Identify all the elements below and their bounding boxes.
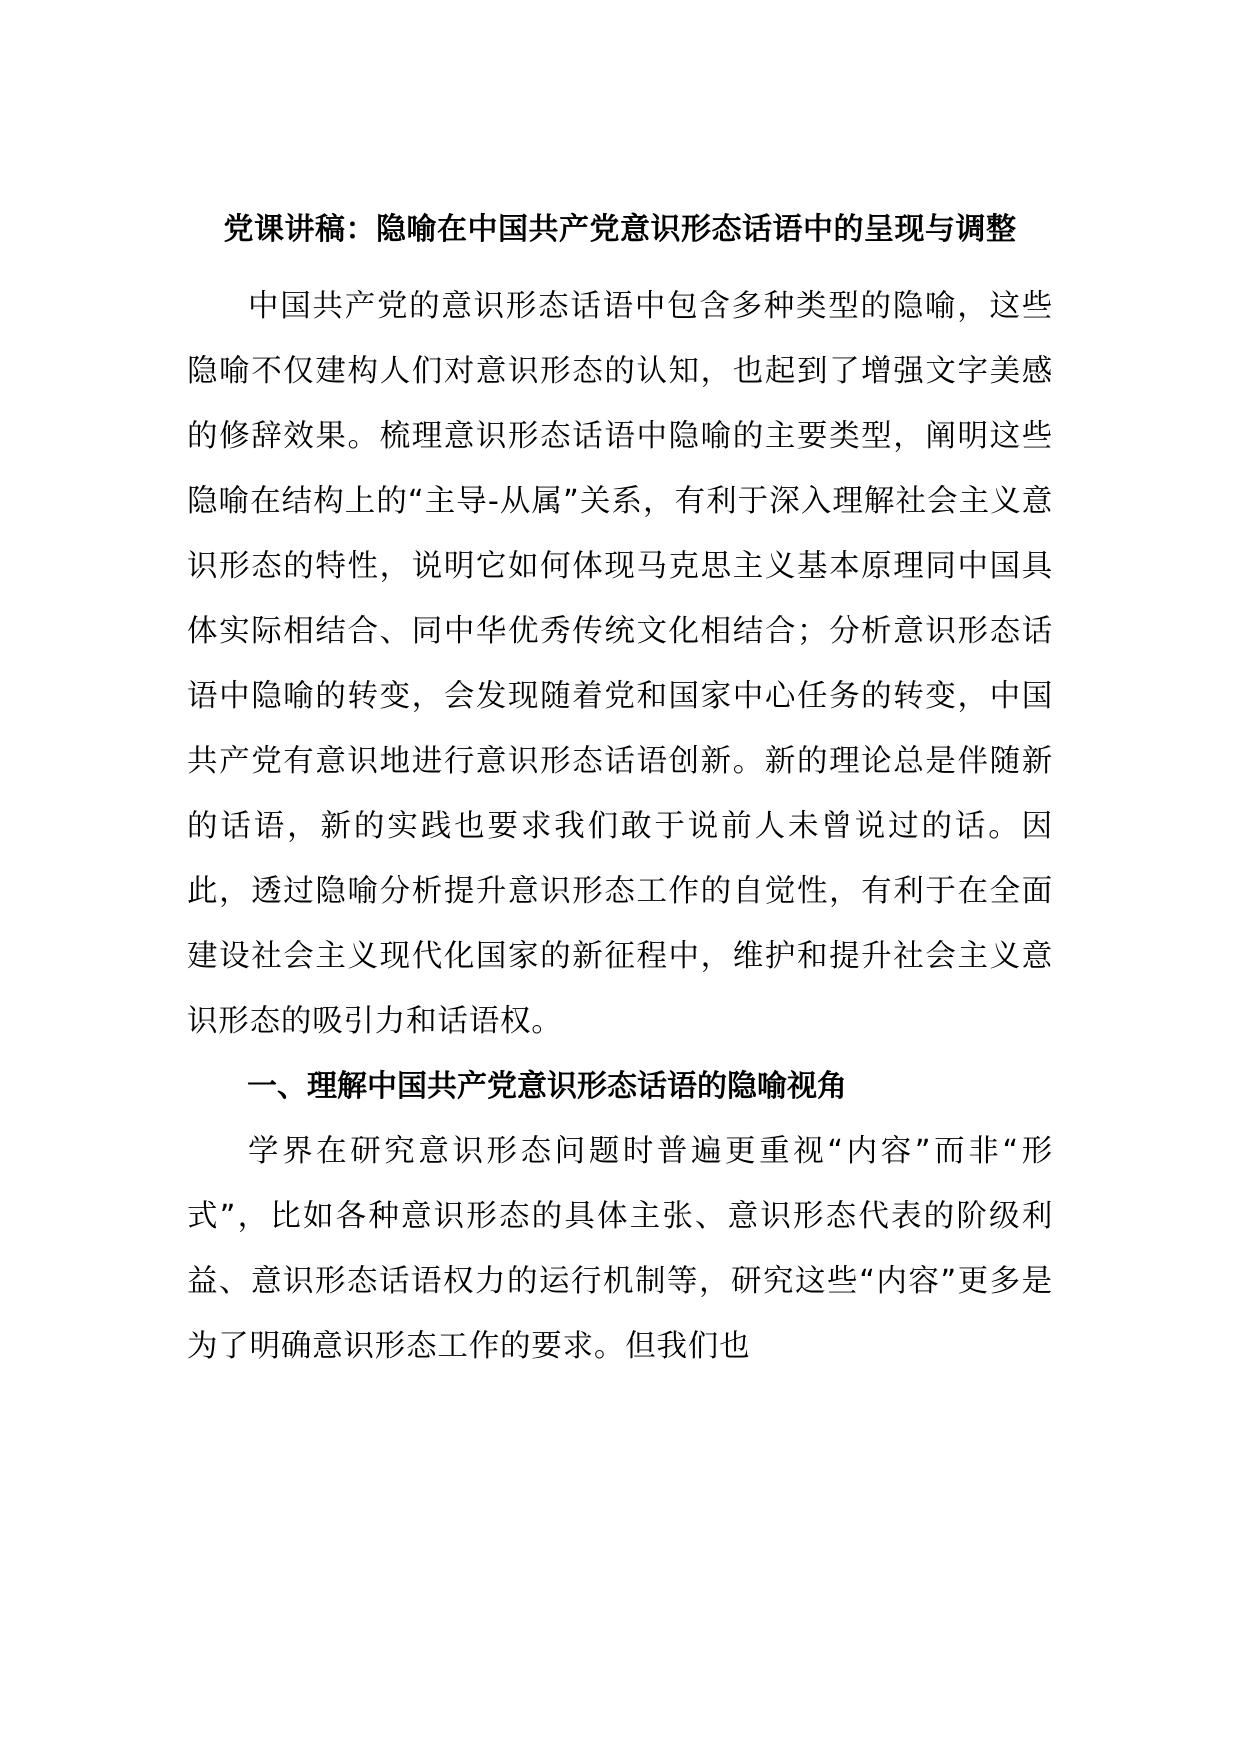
- document-page: [187, 198, 1053, 1379]
- section-heading-1: 一、理解中国共产党意识形态话语的隐喻视角: [247, 1069, 847, 1104]
- section-1-paragraph: 学界在研究意识形态问题时普遍更重视“内容”而非“形式”，比如各种意识形态的具体主张、意识形态代表的阶级利益、意识形态话语权力的运行机制等，研究这些“内容”更多是为了明确意识形态工作的要求。但我们也: [187, 1134, 1053, 1364]
- intro-paragraph: 中国共产党的意识形态话语中包含多种类型的隐喻，这些隐喻不仅建构人们对意识形态的认知，也起到了增强文字美感的修辞效果。梳理意识形态话语中隐喻的主要类型，阐明这些隐喻在结构上的“主导-从属”关系，有利于深入理解社会主义意识形态的特性，说明它如何体现马克思主义基本原理同中国具体实际相结合、同中华优秀传统文化相结合；分析意识形态话语中隐喻的转变，会发现随着党和国家中心任务的转变，中国共产党有意识地进行意识形态话语创新。新的理论总是伴随新的话语，新的实践也要求我们敢于说前人未曾说过的话。因此，透过隐喻分析提升意识形态工作的自觉性，有利于在全面建设社会主义现代化国家的新征程中，维护和提升社会主义意识形态的吸引力和话语权。: [187, 289, 1053, 1039]
- document-title: 党课讲稿：隐喻在中国共产党意识形态话语中的呈现与调整: [223, 212, 1017, 247]
